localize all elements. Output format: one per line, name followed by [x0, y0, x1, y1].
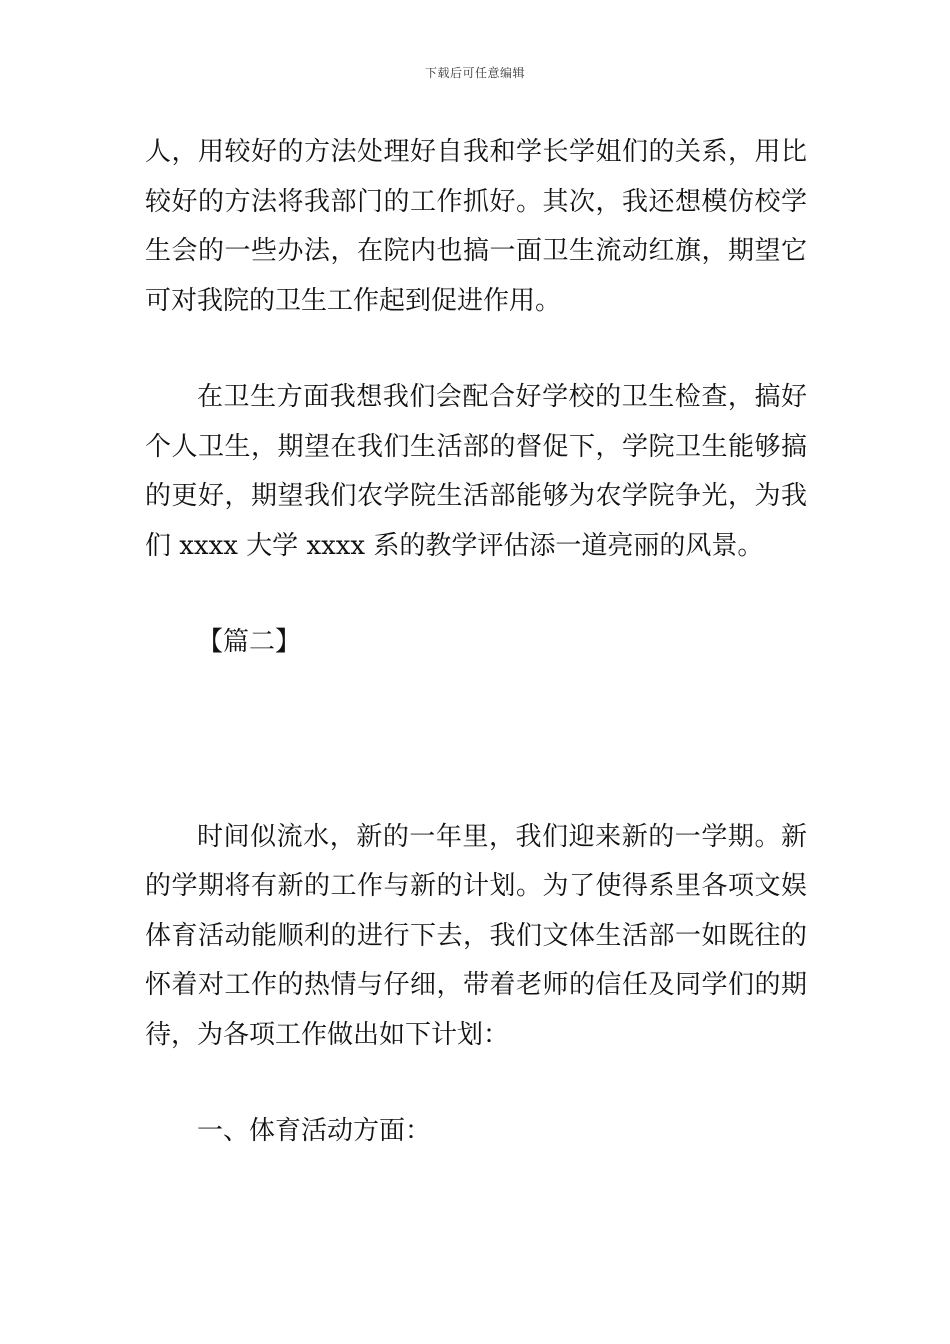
section-heading-part-two: 【篇二】 — [197, 627, 302, 657]
paragraph-hygiene: 在卫生方面我想我们会配合好学校的卫生检查，搞好个人卫生，期望在我们生活部的督促下，学院卫生能够搞的更好，期望我们农学院生活部能够为农学院争光，为我们 xxxx 大学 xxxx 系的教学评估添一道亮丽的风景。 — [145, 382, 807, 561]
document-body — [145, 128, 807, 1157]
page-header: 下载后可任意编辑 — [424, 66, 525, 80]
paragraph-intro: 时间似流水，新的一年里，我们迎来新的一学期。新的学期将有新的工作与新的计划。为了使得系里各项文娱体育活动能顺利的进行下去，我们文体生活部一如既往的怀着对工作的热情与仔细，带着老师的信任及同学们的期待，为各项工作做出如下计划： — [145, 821, 807, 1050]
subheading-sports: 一、体育活动方面： — [197, 1116, 432, 1146]
paragraph-continuation: 人，用较好的方法处理好自我和学长学姐们的关系，用比较好的方法将我部门的工作抓好。其次，我还想模仿校学生会的一些办法，在院内也搞一面卫生流动红旗，期望它可对我院的卫生工作起到促进作用。 — [145, 137, 807, 316]
